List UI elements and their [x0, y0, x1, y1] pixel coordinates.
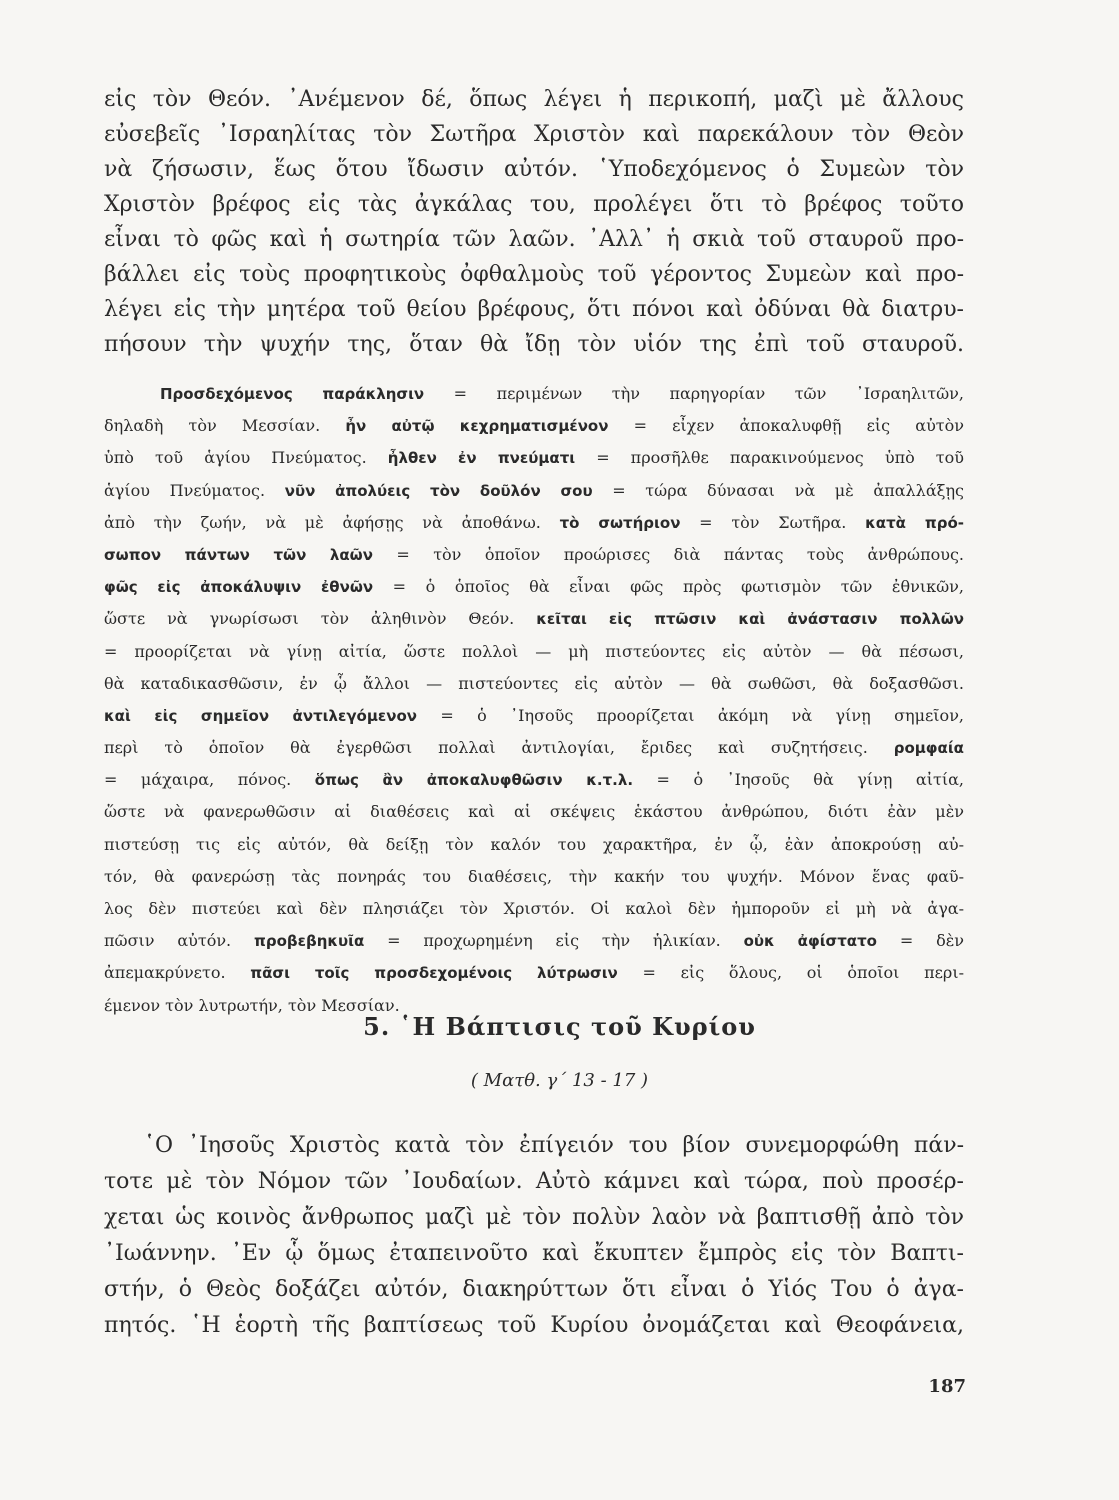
text-line: πητός. ῾Η ἑορτὴ τῆς βαπτίσεως τοῦ Κυρίου ὀνομάζεται καὶ Θεοφάνεια, [104, 1313, 964, 1338]
note-line: τόν, θὰ φανερώσῃ τὰς πονηράς του διαθέσεις, τὴν κακήν του ψυχήν. Μόνον ἕνας φαῦ- [104, 866, 964, 886]
scripture-reference: ( Ματθ. γ΄ 13 - 17 ) [470, 1070, 649, 1091]
note-line: = προορίζεται νὰ γίνῃ αἰτία, ὥστε πολλοὶ — μὴ πιστεύοντες εἰς αὐτὸν — θὰ πέσωσι, [104, 641, 964, 661]
glossary-term: Προσδεχόμενος παράκλησιν [160, 385, 425, 403]
glossary-term: κεῖται εἰς πτῶσιν καὶ ἀνάστασιν πολλῶν [536, 610, 964, 629]
text-line: πήσουν τὴν ψυχήν της, ὅταν θὰ ἴδῃ τὸν υἱόν της ἐπὶ τοῦ σταυροῦ. [104, 332, 964, 357]
text-line: νὰ ζήσωσιν, ἕως ὅτου ἴδωσιν αὐτόν. ῾Υποδεχόμενος ὁ Συμεὼν τὸν [104, 157, 964, 182]
note-line: ἀπεμακρύνετο. πᾶσι τοῖς προσδεχομένοις λύτρωσιν = εἰς ὅλους, οἱ ὁποῖοι περι- [104, 963, 965, 983]
note-line: έμενον τὸν λυτρωτήν, τὸν Μεσσίαν. [104, 995, 400, 1015]
glossary-term: κατὰ πρό- [865, 513, 964, 532]
section-title: 5. ῾Η Βάπτισις τοῦ Κυρίου [363, 1012, 756, 1041]
text-line: εἶναι τὸ φῶς καὶ ἡ σωτηρία τῶν λαῶν. ᾿Αλλ᾿ ἡ σκιὰ τοῦ σταυροῦ προ- [104, 227, 964, 252]
glossary-term: νῦν ἀπολύεις τὸν δοῦλόν σου [284, 481, 593, 500]
note-line: = μάχαιρα, πόνος. ὅπως ἂν ἀποκαλυφθῶσιν κ.τ.λ. = ὁ ᾿Ιησοῦς θὰ γίνῃ αἰτία, [104, 770, 964, 790]
glossary-term: ὅπως ἂν ἀποκαλυφθῶσιν κ.τ.λ. [314, 771, 634, 790]
glossary-term: καὶ εἰς σημεῖον ἀντιλεγόμενον [104, 706, 417, 725]
text-line: Χριστὸν βρέφος εἰς τὰς ἀγκάλας του, προλέγει ὅτι τὸ βρέφος τοῦτο [104, 192, 964, 217]
note-line: λος δὲν πιστεύει καὶ δὲν πλησιάζει τὸν Χριστόν. Οἱ καλοὶ δὲν ἠμποροῦν εἰ μὴ νὰ ἀγα- [104, 899, 964, 918]
glossary-notes [104, 378, 964, 1022]
glossary-term: τὸ σωτήριον [559, 513, 681, 532]
note-line: περὶ τὸ ὁποῖον θὰ ἐγερθῶσι πολλαὶ ἀντιλογίαι, ἔριδες καὶ συζητήσεις. ρομφαία [104, 738, 964, 758]
note-line: ὥστε νὰ γνωρίσωσι τὸν ἀληθινὸν Θεόν. κεῖται εἰς πτῶσιν καὶ ἀνάστασιν πολλῶν [104, 609, 964, 629]
text-line: χεται ὡς κοινὸς ἄνθρωπος μαζὶ μὲ τὸν πολὺν λαὸν νὰ βαπτισθῇ ἀπὸ τὸν [104, 1205, 964, 1230]
text-line: ᾿Ιωάννην. ᾿Εν ᾧ ὅμως ἐταπεινοῦτο καὶ ἔκυπτεν ἔμπρὸς εἰς τὸν Βαπτι- [104, 1241, 964, 1266]
note-line: θὰ καταδικασθῶσιν, ἐν ᾧ ἄλλοι — πιστεύοντες εἰς αὐτὸν — θὰ σωθῶσι, θὰ δοξασθῶσι. [104, 673, 964, 693]
note-line: σωπον πάντων τῶν λαῶν = τὸν ὁποῖον προώρισες διὰ πάντας τοὺς ἀνθρώπους. [104, 544, 964, 564]
note-line: ἀπὸ τὴν ζωήν, νὰ μὲ ἀφήσῃς νὰ ἀποθάνω. τὸ σωτήριον = τὸν Σωτῆρα. κατὰ πρό- [104, 512, 964, 532]
note-line: καὶ εἰς σημεῖον ἀντιλεγόμενον = ὁ ᾿Ιησοῦς προορίζεται ἀκόμη νὰ γίνῃ σημεῖον, [104, 705, 965, 725]
glossary-term: πᾶσι τοῖς προσδεχομένοις λύτρωσιν [250, 964, 618, 983]
note-line: πῶσιν αὐτόν. προβεβηκυῖα = προχωρημένη εἰς τὴν ἡλικίαν. οὐκ ἀφίστατο = δὲν [104, 931, 965, 951]
glossary-term: φῶς εἰς ἀποκάλυψιν ἐθνῶν [104, 578, 374, 597]
glossary-term: οὐκ ἀφίστατο [743, 932, 877, 951]
section-paragraph [104, 1128, 964, 1344]
text-line: βάλλει εἰς τοὺς προφητικοὺς ὀφθαλμοὺς τοῦ γέροντος Συμεὼν καὶ προ- [104, 262, 964, 287]
text-line: λέγει εἰς τὴν μητέρα τοῦ θείου βρέφους, ὅτι πόνοι καὶ ὀδύναι θὰ διατρυ- [104, 297, 964, 322]
note-line: ὑπὸ τοῦ ἁγίου Πνεύματος. ἦλθεν ἐν πνεύματι = προσῆλθε παρακινούμενος ὑπὸ τοῦ [104, 448, 964, 468]
glossary-term: ἦν αὐτῷ κεχρηματισμένον [345, 417, 609, 436]
text-line: ῾Ο ᾿Ιησοῦς Χριστὸς κατὰ τὸν ἐπίγειόν του βίον συνεμορφώθη πάν- [144, 1133, 964, 1158]
note-line: δηλαδὴ τὸν Μεσσίαν. ἦν αὐτῷ κεχρηματισμένον = εἶχεν ἀποκαλυφθῇ εἰς αὐτὸν [104, 416, 965, 436]
text-line: εἰς τὸν Θεόν. ᾿Ανέμενον δέ, ὅπως λέγει ἡ περικοπή, μαζὶ μὲ ἄλλους [104, 87, 964, 112]
note-line: φῶς εἰς ἀποκάλυψιν ἐθνῶν = ὁ ὁποῖος θὰ εἶναι φῶς πρὸς φωτισμὸν τῶν ἐθνικῶν, [104, 577, 964, 597]
glossary-term: σωπον πάντων τῶν λαῶν [104, 545, 373, 564]
glossary-term: ἦλθεν ἐν πνεύματι [387, 449, 576, 468]
text-line: εὐσεβεῖς ᾿Ισραηλίτας τὸν Σωτῆρα Χριστὸν καὶ παρεκάλουν τὸν Θεὸν [104, 122, 964, 147]
glossary-term: ρομφαία [893, 739, 964, 758]
note-line: Προσδεχόμενος παράκλησιν = περιμένων τὴν παρηγορίαν τῶν ᾿Ισραηλιτῶν, [160, 384, 964, 403]
note-line: ὥστε νὰ φανερωθῶσιν αἱ διαθέσεις καὶ αἱ σκέψεις ἑκάστου ἀνθρώπου, διότι ἐὰν μὲν [104, 802, 964, 822]
main-paragraph [104, 82, 964, 362]
note-line: πιστεύσῃ τις εἰς αὐτόν, θὰ δείξῃ τὸν καλόν του χαρακτῆρα, ἐν ᾧ, ἐὰν ἀποκρούσῃ αὐ- [104, 834, 964, 854]
glossary-term: προβεβηκυῖα [253, 932, 365, 951]
text-line: στήν, ὁ Θεὸς δοξάζει αὐτόν, διακηρύττων ὅτι εἶναι ὁ Υἱός Του ὁ ἀγα- [104, 1277, 964, 1302]
note-line: ἁγίου Πνεύματος. νῦν ἀπολύεις τὸν δοῦλόν σου = τώρα δύνασαι νὰ μὲ ἀπαλλάξῃς [104, 480, 964, 500]
text-line: τοτε μὲ τὸν Νόμον τῶν ᾿Ιουδαίων. Αὐτὸ κάμνει καὶ τώρα, ποὺ προσέρ- [104, 1169, 964, 1194]
page-number: 187 [928, 1376, 966, 1397]
